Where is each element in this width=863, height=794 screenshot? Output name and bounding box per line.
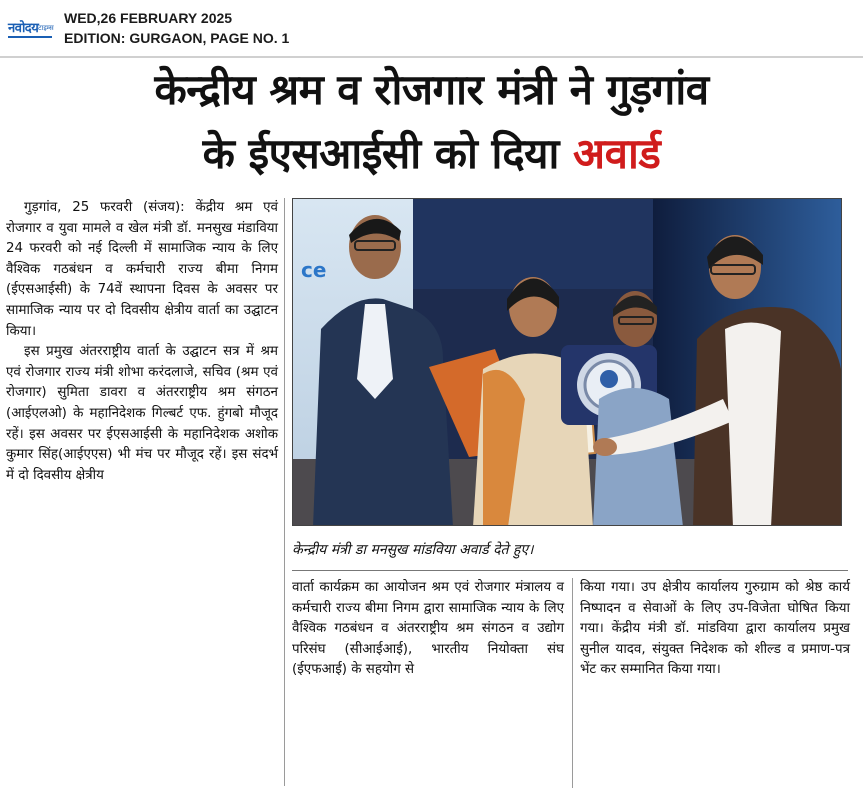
backdrop-text: ce <box>301 258 327 282</box>
logo-subtext: टाइम्स <box>38 24 54 32</box>
article-column-left <box>6 198 278 486</box>
newspaper-logo <box>8 14 54 42</box>
photo-caption: केन्द्रीय मंत्री डा मनसुख मांडविया अवार्ड देते हुए। <box>292 542 534 558</box>
article-column-middle <box>292 578 564 681</box>
headline-line-2-text: के ईएसआईसी को दिया <box>202 129 574 178</box>
article-paragraph-1: गुड़गांव, 25 फरवरी (संजय): केंद्रीय श्रम एवं रोजगार व युवा मामले व खेल मंत्री डॉ. मनसुख मंडाविया 24 फरवरी को नई दिल्ली में सामाजिक न्याय के लिए वैश्विक गठबंधन व कर्मचारी राज्य बीमा निगम (ईएसआईसी) के 74वें स्थापना दिवस के अवसर पर सामाजिक न्याय पर दो दिवसीय क्षेत्रीय वार्ता का उद्घाटन किया। <box>6 200 278 339</box>
edition-page: EDITION: GURGAON, PAGE NO. 1 <box>64 30 290 46</box>
caption-divider <box>292 570 848 571</box>
logo-underline <box>8 36 52 38</box>
article-column-right <box>580 578 850 681</box>
article-headline <box>0 58 863 186</box>
logo-text: नवोदय <box>8 21 39 36</box>
edition-info <box>64 8 289 48</box>
page-header <box>0 0 863 52</box>
award-ceremony-photo <box>293 199 842 526</box>
column-divider-2 <box>572 578 573 788</box>
headline-accent-word: अवार्ड <box>573 129 661 178</box>
article-paragraph-3: वार्ता कार्यक्रम का आयोजन श्रम एवं रोजगार मंत्रालय व कर्मचारी राज्य बीमा निगम द्वारा सामाजिक न्याय के लिए वैश्विक गठबंधन व अंतरराष्ट्रीय श्रम संगठन व उद्योग परिसंघ (सीआईआई), भारतीय नियोक्ता संघ (ईएफआई) के सहयोग से <box>292 580 564 678</box>
article-paragraph-2: इस प्रमुख अंतरराष्ट्रीय वार्ता के उद्घाटन सत्र में श्रम एवं रोजगार राज्य मंत्री शोभा करंदलाजे, सचिव (श्रम एवं रोजगार) सुमिता डावरा व अंतरराष्ट्रीय श्रम संगठन (आईएलओ) के महानिदेशक गिल्बर्ट एफ. हुंगबो मौजूद रहें। इस अवसर पर ईएसआईसी के महानिदेशक अशोक कुमार सिंह(आईएएस) भी मंच पर मौजूद रहें। इस संदर्भ में दो दिवसीय क्षेत्रीय <box>6 344 278 483</box>
column-divider <box>284 198 285 786</box>
article-paragraph-4: किया गया। उप क्षेत्रीय कार्यालय गुरुग्राम को श्रेष्ठ कार्य निष्पादन व सेवाओं के लिए उप-विजेता घोषित किया गया। केंद्रीय मंत्री डॉ. मांडविया द्वारा कार्यालय प्रमुख सुनील यादव, संयुक्त निदेशक को शील्ड व प्रमाण-पत्र भेंट कर सम्मानित किया गया। <box>580 580 850 678</box>
headline-line-1: केन्द्रीय श्रम व रोजगार मंत्री ने गुड़गांव <box>154 65 709 114</box>
article-photo <box>292 198 842 526</box>
headline-line-2 <box>0 122 863 186</box>
publication-date: WED,26 FEBRUARY 2025 <box>64 10 233 26</box>
